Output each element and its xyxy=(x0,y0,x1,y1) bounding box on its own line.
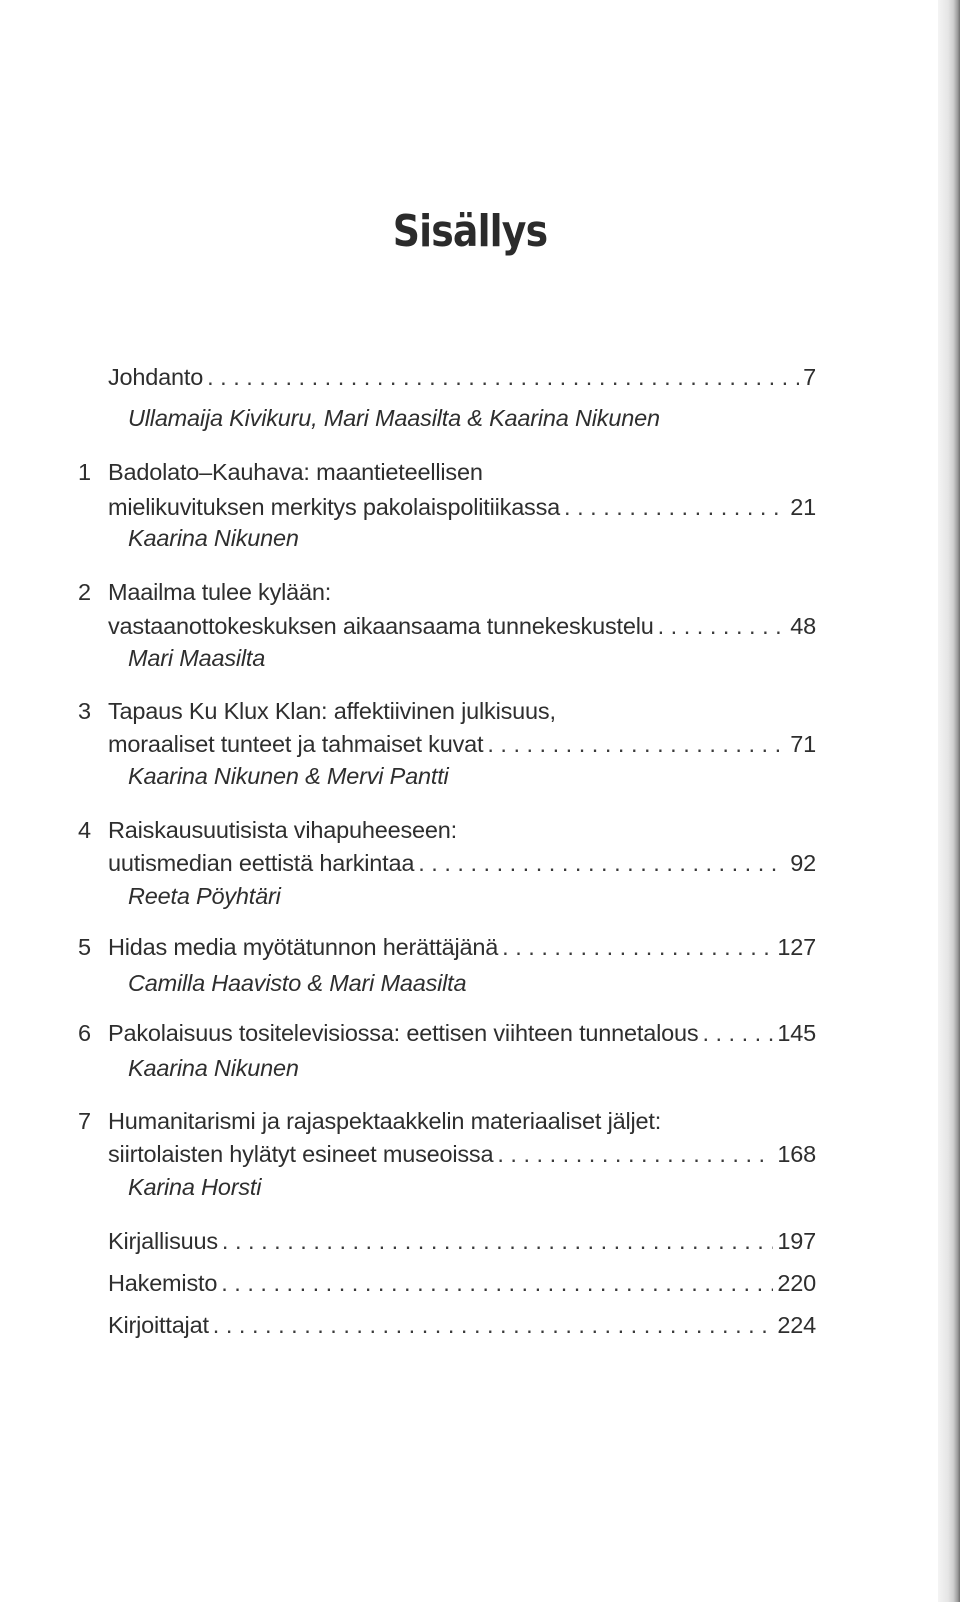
dot-leader xyxy=(487,727,786,761)
toc-entry-title: Pakolaisuus tositelevisiossa: eettisen viihteen tunnetalous xyxy=(108,1020,699,1046)
toc-entry-title-line2: vastaanottokeskuksen aikaansaama tunnekeskustelu xyxy=(108,613,654,639)
toc-page-number: 7 xyxy=(803,364,816,390)
toc-entry-index[interactable] xyxy=(108,1266,816,1300)
chapter-number: 6 xyxy=(78,1020,92,1046)
toc-page-number: 220 xyxy=(777,1270,816,1296)
toc-page-number: 21 xyxy=(790,494,816,520)
toc-entry-author: Camilla Haavisto & Mari Maasilta xyxy=(128,970,467,996)
toc-entry-title-line2: moraaliset tunteet ja tahmaiset kuvat xyxy=(108,731,484,757)
toc-entry-author: Mari Maasilta xyxy=(128,645,266,671)
page-title: Sisällys xyxy=(392,206,548,257)
toc-page-number: 71 xyxy=(790,731,816,757)
chapter-number: 3 xyxy=(78,698,92,724)
toc-entry-chapter-5[interactable] xyxy=(108,930,816,964)
dot-leader xyxy=(222,1224,773,1258)
dot-leader xyxy=(221,1266,773,1300)
toc-entry-chapter-3[interactable] xyxy=(108,727,816,761)
toc-entry-contributors[interactable] xyxy=(108,1308,816,1342)
toc-entry-author: Kaarina Nikunen xyxy=(128,1055,299,1081)
toc-entry-title-line2: mielikuvituksen merkitys pakolaispolitiikassa xyxy=(108,494,561,520)
toc-page-number: 168 xyxy=(777,1141,816,1167)
toc-entry-title: Johdanto xyxy=(108,364,204,390)
toc-entry-title-line1[interactable]: Badolato–Kauhava: maantieteellisen xyxy=(108,459,483,485)
chapter-number: 5 xyxy=(78,934,92,960)
toc-page-number: 92 xyxy=(790,850,816,876)
toc-entry-chapter-2[interactable] xyxy=(108,609,816,643)
toc-entry-author: Ullamaija Kivikuru, Mari Maasilta & Kaarina Nikunen xyxy=(128,405,660,431)
dot-leader xyxy=(207,360,799,394)
toc-entry-title-line2: uutismedian eettistä harkintaa xyxy=(108,850,415,876)
toc-entry-title-line1[interactable]: Humanitarismi ja rajaspektaakkelin materiaaliset jäljet: xyxy=(108,1108,662,1134)
chapter-number: 4 xyxy=(78,817,92,843)
toc-page-number: 224 xyxy=(777,1312,816,1338)
chapter-number: 7 xyxy=(78,1108,92,1134)
toc-entry-title: Kirjoittajat xyxy=(108,1312,209,1338)
toc-page-number: 127 xyxy=(777,934,816,960)
toc-entry-title-line1[interactable]: Tapaus Ku Klux Klan: affektiivinen julkisuus, xyxy=(108,698,556,724)
toc-entry-title-line1[interactable]: Raiskausuutisista vihapuheeseen: xyxy=(108,817,457,843)
chapter-number: 2 xyxy=(78,579,92,605)
toc-entry-author: Kaarina Nikunen & Mervi Pantti xyxy=(128,763,449,789)
dot-leader xyxy=(418,846,786,880)
toc-entry-title-line2: siirtolaisten hylätyt esineet museoissa xyxy=(108,1141,494,1167)
dot-leader xyxy=(564,490,786,524)
dot-leader xyxy=(658,609,787,643)
dot-leader xyxy=(213,1308,774,1342)
toc-entry-author: Karina Horsti xyxy=(128,1174,262,1200)
toc-entry-chapter-6[interactable] xyxy=(108,1016,816,1050)
toc-entry-author: Kaarina Nikunen xyxy=(128,525,299,551)
toc-entry-chapter-1[interactable] xyxy=(108,490,816,524)
dot-leader xyxy=(497,1137,773,1171)
toc-entry-title-line1[interactable]: Maailma tulee kylään: xyxy=(108,579,332,605)
toc-entry-title: Kirjallisuus xyxy=(108,1228,218,1254)
toc-entry-bibliography[interactable] xyxy=(108,1224,816,1258)
dot-leader xyxy=(502,930,773,964)
toc-entry-chapter-7[interactable] xyxy=(108,1137,816,1171)
toc-page-number: 145 xyxy=(777,1020,816,1046)
toc-page-number: 48 xyxy=(790,613,816,639)
dot-leader xyxy=(702,1016,773,1050)
toc-entry-title: Hakemisto xyxy=(108,1270,218,1296)
chapter-number: 1 xyxy=(78,459,92,485)
toc-entry-title: Hidas media myötätunnon herättäjänä xyxy=(108,934,499,960)
toc-entry-chapter-4[interactable] xyxy=(108,846,816,880)
toc-entry-author: Reeta Pöyhtäri xyxy=(128,883,281,909)
toc-page-number: 197 xyxy=(777,1228,816,1254)
toc-entry-introduction[interactable] xyxy=(108,360,816,394)
